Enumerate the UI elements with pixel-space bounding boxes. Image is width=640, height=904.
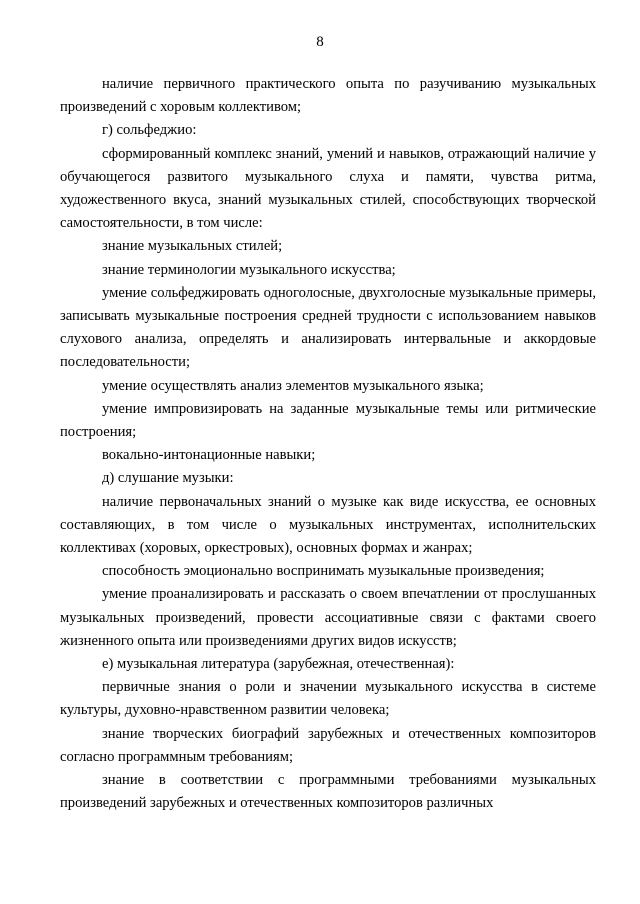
paragraph: сформированный комплекс знаний, умений и навыков, отражающий наличие у обучающегося развитого музыкального слуха и памяти, чувства ритма, художественного вкуса, знаний музыкальных стилей, способствующих творческой самостоятельности, в том числе: <box>60 145 596 232</box>
list-item: умение импровизировать на заданные музыкальные темы или ритмические построения; <box>60 400 596 441</box>
section-heading-solfeggio: г) сольфеджио: <box>102 122 197 139</box>
section-heading-music-listening: д) слушание музыки: <box>102 470 234 487</box>
list-item: знание творческих биографий зарубежных и отечественных композиторов согласно программным требованиям; <box>60 725 596 765</box>
list-item: знание музыкальных стилей; <box>102 238 283 255</box>
list-item: знание в соответствии с программными требованиями музыкальных произведений зарубежных и отечественных композиторов различных <box>60 772 596 812</box>
page-body <box>60 73 596 816</box>
list-item: первичные знания о роли и значении музыкального искусства в системе культуры, духовно-нравственном развитии человека; <box>60 679 596 719</box>
list-item: знание терминологии музыкального искусства; <box>102 261 396 278</box>
section-heading-music-literature: е) музыкальная литература (зарубежная, отечественная): <box>102 656 455 673</box>
page-number: 8 <box>316 34 324 50</box>
list-item: способность эмоционально воспринимать музыкальные произведения; <box>102 563 545 580</box>
paragraph: наличие первичного практического опыта по разучиванию музыкальных произведений с хоровым коллективом; <box>60 76 596 116</box>
list-item: умение осуществлять анализ элементов музыкального языка; <box>102 377 484 394</box>
list-item: умение сольфеджировать одноголосные, двухголосные музыкальные примеры, записывать музыкальные построения средней трудности с использованием навыков слухового анализа, определять и анализировать интервальные и аккордовые последовательности; <box>60 284 596 371</box>
list-item: умение проанализировать и рассказать о своем впечатлении от прослушанных музыкальных произведений, провести ассоциативные связи с фактами своего жизненного опыта или произведениями других видов искусств; <box>60 586 596 649</box>
list-item: вокально-интонационные навыки; <box>102 447 316 464</box>
list-item: наличие первоначальных знаний о музыке как виде искусства, ее основных составляющих, в том числе о музыкальных инструментах, исполнительских коллективах (хоровых, оркестровых), основных формах и жанрах; <box>60 493 596 557</box>
